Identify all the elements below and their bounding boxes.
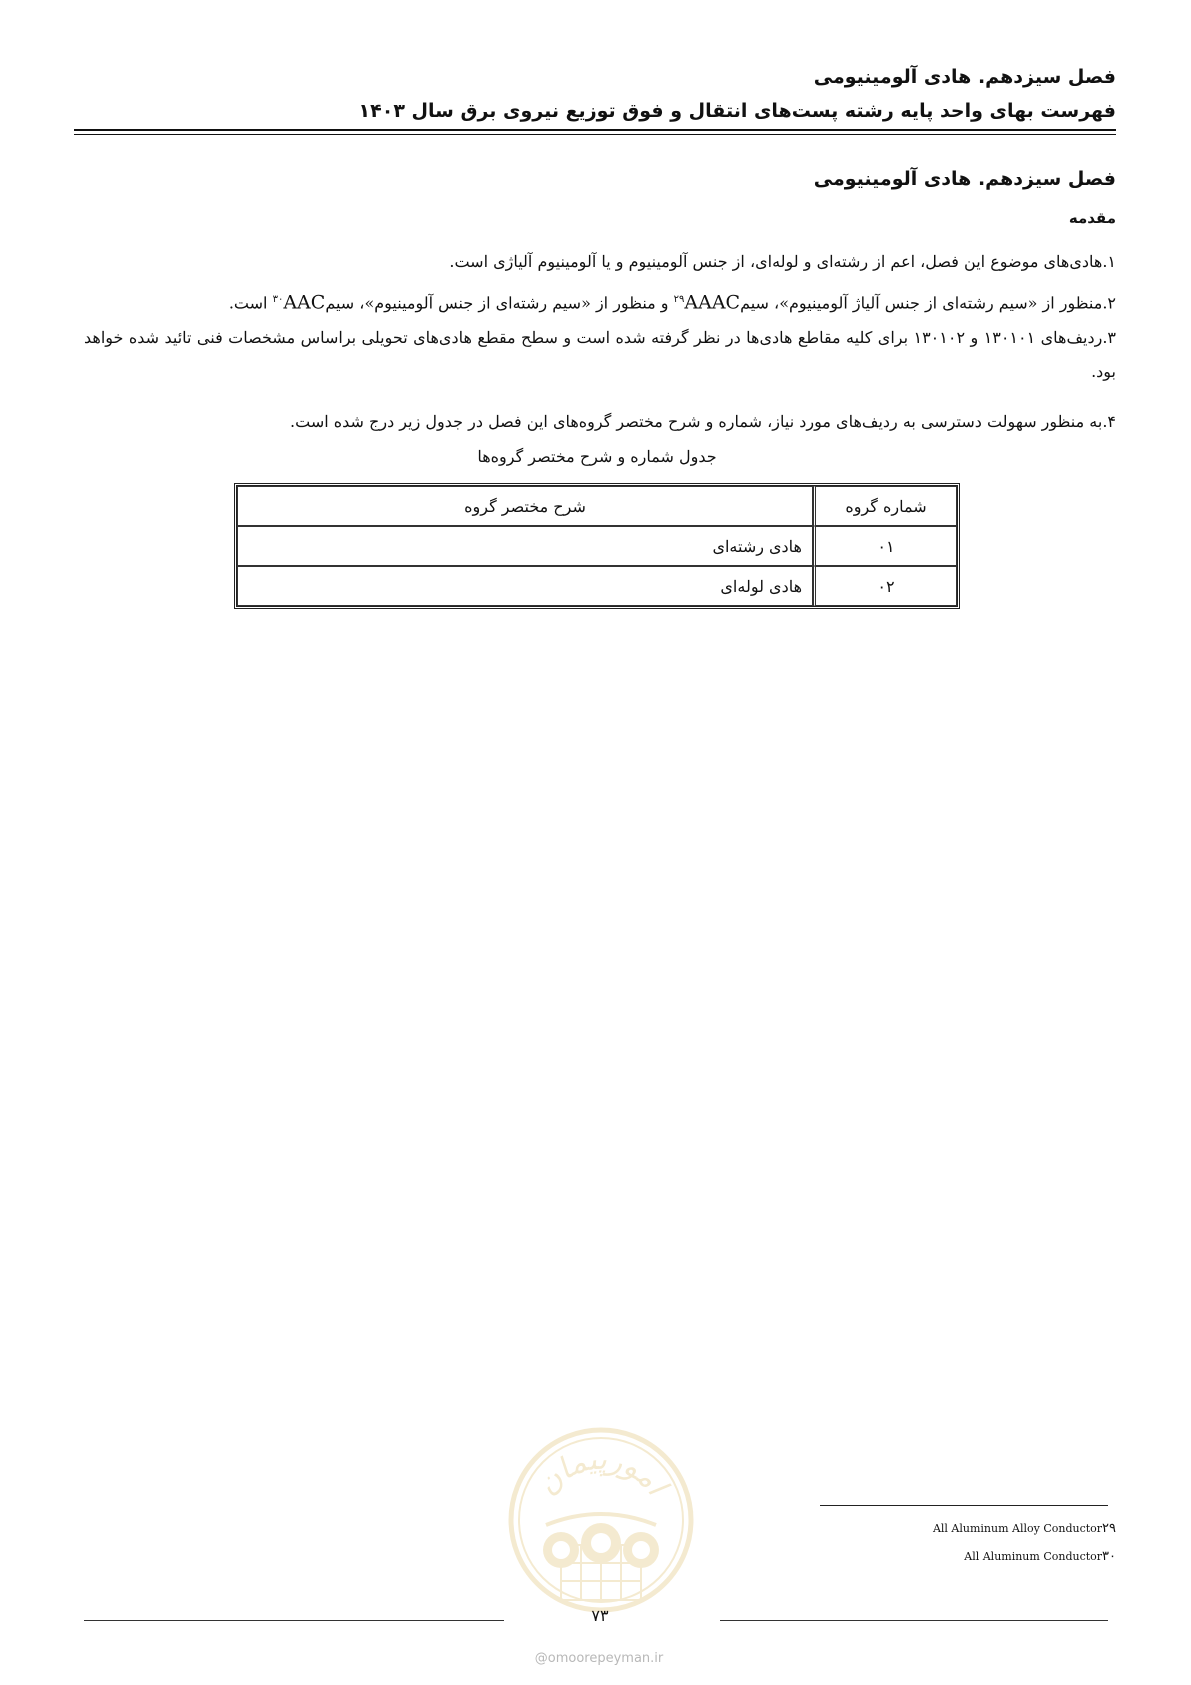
intro-heading: مقدمه — [1068, 209, 1116, 227]
footnote-30 — [964, 1549, 1116, 1564]
aaac-term: AAAC — [684, 291, 741, 314]
chapter-title: فصل سیزدهم. هادی آلومینیومی — [813, 168, 1116, 190]
watermark-url: @omoorepeyman.ir — [534, 1651, 664, 1666]
header-group-description: شرح مختصر گروه — [237, 486, 813, 526]
table-row — [237, 566, 957, 606]
group-number-cell: ۰۲ — [813, 566, 957, 606]
footnote-rule — [820, 1505, 1108, 1506]
footer-rule-left — [84, 1620, 504, 1621]
header-book-title: فهرست بهای واحد پایه رشته پست‌های انتقال و فوق توزیع نیروی برق سال ۱۴۰۳ — [358, 100, 1116, 122]
footnote-text: All Aluminum Alloy Conductor — [932, 1522, 1103, 1535]
table-header-row — [237, 486, 957, 526]
paragraph-2-part-a: ۲.منظور از «سیم رشته‌ای از جنس آلیاژ آلومینیوم»، سیم — [740, 293, 1116, 313]
group-number-cell: ۰۱ — [813, 526, 957, 566]
paragraph-2 — [84, 283, 1116, 320]
running-header — [74, 60, 1116, 128]
paragraph-3: ۳.ردیف‌های ۱۳۰۱۰۱ و ۱۳۰۱۰۲ برای کلیه مقاطع هادی‌ها در نظر گرفته شده است و سطح مقطع هادی‌های تحویلی براساس مشخصات فنی تائید شده خواهد بود. — [84, 328, 1117, 381]
paragraph-2-part-b: و منظور از «سیم رشته‌ای از جنس آلومینیوم»، سیم — [325, 293, 674, 313]
paragraph-2-part-c: است. — [228, 293, 273, 313]
watermark-logo-text: امورپیمان — [529, 1441, 674, 1502]
header-rule-thick — [74, 129, 1116, 131]
footnote-ref-29: ۲۹ — [673, 294, 685, 305]
footer-rule-right — [720, 1620, 1108, 1621]
footnote-number: ۲۹ — [1102, 1521, 1116, 1536]
header-chapter: فصل سیزدهم. هادی آلومینیومی — [813, 66, 1116, 88]
header-group-number: شماره گروه — [813, 486, 957, 526]
group-table — [234, 483, 960, 609]
header-rule-thin — [74, 134, 1116, 135]
table-row — [237, 526, 957, 566]
footnote-text: All Aluminum Conductor — [964, 1550, 1103, 1563]
aac-term: AAC — [283, 291, 326, 314]
group-description-cell: هادی لوله‌ای — [237, 566, 813, 606]
footnote-number: ۳۰ — [1102, 1549, 1116, 1564]
group-description-cell: هادی رشته‌ای — [237, 526, 813, 566]
watermark-logo — [506, 1425, 696, 1615]
footnote-29 — [933, 1521, 1116, 1536]
table-caption: جدول شماره و شرح مختصر گروه‌ها — [477, 447, 717, 466]
footnote-ref-30: ۳۰ — [272, 294, 284, 305]
paragraph-4: ۴.به منظور سهولت دسترسی به ردیف‌های مورد نیاز، شماره و شرح مختصر گروه‌های این فصل در جدول زیر درج شده است. — [290, 412, 1116, 431]
paragraph-1: ۱.هادی‌های موضوع این فصل، اعم از رشته‌ای و لوله‌ای، از جنس آلومینیوم و یا آلومینیوم آلیاژی است. — [449, 252, 1116, 271]
page-number: ۷۳ — [591, 1606, 609, 1625]
